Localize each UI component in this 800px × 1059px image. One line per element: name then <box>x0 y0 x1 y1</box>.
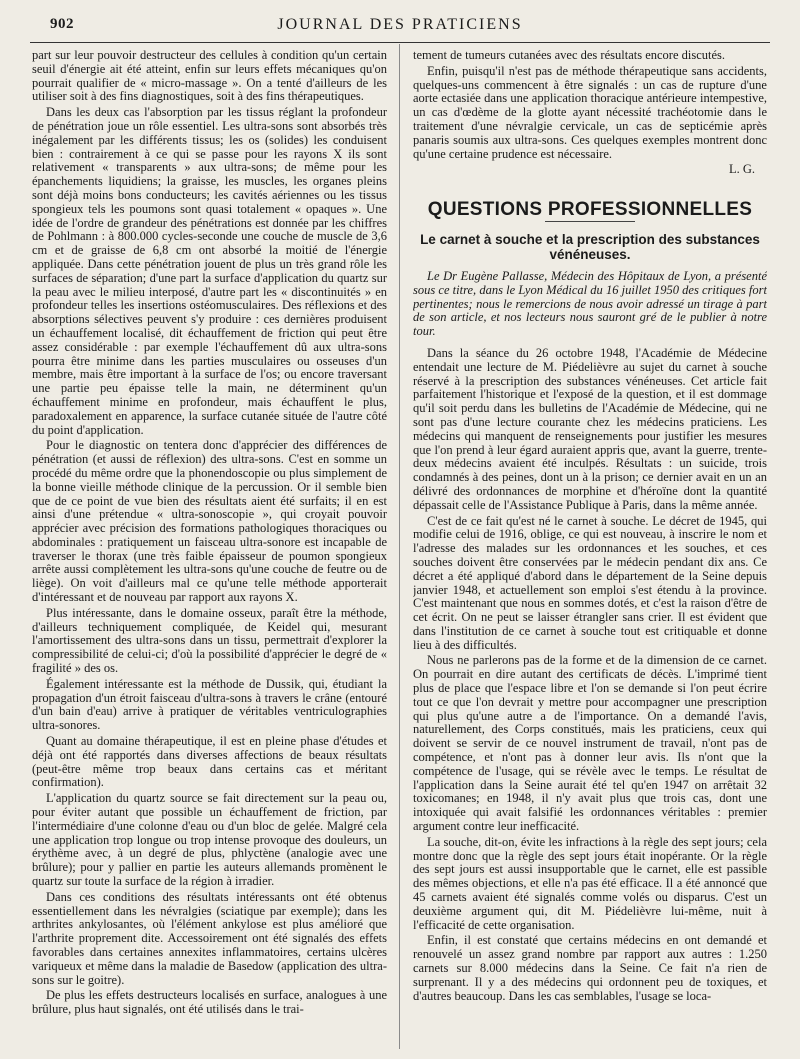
left-paragraph: Plus intéressante, dans le domaine osseux, paraît être la méthode, d'ailleurs techniquement compliquée, de Keidel qui, mesurant l'amortissement des ultra-sons dans un tissu, permettrait d'explorer la compressibilité de celui-ci; d'où la possibilité d'apprécier le degré de « fragilité » des os. <box>32 605 387 676</box>
right-paragraph: tement de tumeurs cutanées avec des résultats encore discutés. <box>413 49 726 62</box>
column-divider <box>399 44 400 1049</box>
author-signature: L. G. <box>728 162 755 177</box>
right-paragraph: Nous ne parlerons pas de la forme et de la dimension de ce carnet. On pourrait en dire autant des certificats de décès. L'imprimé tient plus de place que l'espace libre et l'on se demande si l'on peut écrire tout ce que l'on devrait y mettre pour accompagner une prescription qui plus qu'une autre a de l'importance. On a demandé l'avis, naturellement, des Corps constitués, mais les praticiens, ceux qui doivent se servir de ce nouvel instrument de travail, n'ont pas de compétence, et n'ont pas à donner leur avis. Ils n'ont que la compétence de l'usage, qui se révèle avec le temps. Le résultat de l'application dans la Seine aurait été tel qu'en 1947 on arrêtait 32 toxicomanes; en 1948, il n'y avait plus que trois cas, dont une intoxiquée qui avait falsifié les ordonnances véritables : premier argument contre leur inefficacité. <box>413 653 767 834</box>
journal-title: JOURNAL DES PRATICIENS <box>277 16 523 33</box>
section-rule <box>545 221 635 222</box>
right-column <box>413 49 767 1049</box>
article-title: Le carnet à souche et la prescription des substances vénéneuses. <box>420 231 760 262</box>
right-paragraph: Dans la séance du 26 octobre 1948, l'Académie de Médecine entendait une lecture de M. Piédelièvre au sujet du carnet à souche réservé à la prescription des substances vénéneuses. Cet article fait parfaitement l'historique et l'exposé de la question, et il est dommage qu'il soit perdu dans les bulletins de l'Académie de Médecine, qui ne sont pas d'une lecture courante chez les médecins praticiens. Les médecins qui manquent de renseignements pour justifier les mesures que l'on prend à leur égard auraient appris que, avant la guerre, trente-deux médecins avaient été inculpés. Résultats : un suicide, trois condamnés à des peines, dont un à la prison; ce dernier avait en un an délivré des ordonnances de morphine et d'héroïne dont la quantité dépassait celle de l'Assistance Publique à Paris, dans la même année. <box>413 345 767 512</box>
left-paragraph: Dans les deux cas l'absorption par les tissus réglant la profondeur de pénétration joue un rôle essentiel. Les ultra-sons sont absorbés très inégalement par les différents tissus; les os (solides) les conduisent bien : contrairement à ce qui se passe pour les rayons X ils sont relativement « transparents » aux ultra-sons; de même pour les épanchements liquidiens; la graisse, les muscles, les organes pleins sont déjà moins bons conducteurs; les cavités aériennes ou les tissus spongieux tels les poumons sont quasi totalement « opaques ». Une idée de l'ordre de grandeur des pénétrations est donnée par les chiffres de Pohlmann : à 800.000 cycles-seconde une couche de muscle de 3,6 cm et de graisse de 6,8 cm ont absorbé la moitié de l'énergie appliquée. Dans cette pénétration jouent de plus un très grand rôle les surfaces de séparation; d'une part la surface d'application du quartz sur la peau avec le milieu interposé, d'autre part les « discontinuités » en profondeur telles les insertions ostéomusculaires. Des réflexions et des absorptions sélectives peuvent s'y produire : ces dernières produisent un échauffement localisé, dit échauffement de friction qui peut être assez considérable : par exemple l'échauffement dû aux ultra-sons pourra être minime dans les parties musculaires ou osseuses d'un membre, mais être important à la surface de l'os; ou encore traversant une partie peu épaisse telle la main, ne déterminent qu'un échauffement minime en profondeur, mais échauffent le plus, paradoxalement en apparence, la surface cutanée située de l'autre côté du point d'application. <box>32 105 387 437</box>
left-paragraph: Également intéressante est la méthode de Dussik, qui, étudiant la propagation d'un étroit faisceau d'ultra-sons à travers le crâne (entouré d'un bain d'eau) arrive à pratiquer de véritables ventriculographies ultra-sonores. <box>32 676 387 733</box>
right-paragraph: C'est de ce fait qu'est né le carnet à souche. Le décret de 1945, qui modifie celui de 1916, oblige, ce qui est nouveau, à inscrire le nom et l'adresse des malades sur les ordonnances et les souches, et ces souches doivent être conservées par le médecin pendant dix ans. Ce décret a été appliqué d'abord dans le département de la Seine depuis janvier 1948, et actuellement son emploi s'est étendu à la province. C'est maintenant que nous en sommes dotés, et c'est la raison d'être de cet écrit. On ne peut se laisser étrangler sans crier. Il est évident que dans l'institution de ce carnet à souche tout est critiquable et donne lieu à des difficultés. <box>413 513 767 652</box>
left-paragraph: Dans ces conditions des résultats intéressants ont été obtenus essentiellement dans les névralgies (sciatique par exemple); dans les arthrites ankylosantes, où l'élément ankylose est plus amélioré que l'arthrite proprement dite. Accessoirement ont été signalés des effets favorables dans certaines annexites inflammatoires, certains ulcères variqueux et même dans la maladie de Basedow (application des ultra-sons sur le goitre). <box>32 889 387 987</box>
left-paragraph: L'application du quartz source se fait directement sur la peau ou, pour éviter autant que possible un échauffement de friction, par l'intermédiaire d'une colonne d'eau ou d'un bloc de gelée. Malgré cela une application trop longue ou trop intense provoque des douleurs, un érythème avec, à un degré de plus, phlyctène (analogie avec une brûlure); pour y pallier en partie les auteurs allemands promènent le quartz sur toute la surface de la région à irradier. <box>32 791 387 889</box>
page-header <box>30 16 770 43</box>
section-title: QUESTIONS PROFESSIONNELLES <box>427 199 753 221</box>
left-paragraph: Quant au domaine thérapeutique, il est en pleine phase d'études et déjà ont été rapportés dans diverses affections de beaux résultats (peut-être même trop beaux dans certains cas et méritant confirmation). <box>32 734 387 790</box>
article-intro: Le Dr Eugène Pallasse, Médecin des Hôpitaux de Lyon, a présenté sous ce titre, dans le Lyon Médical du 16 juillet 1950 des critiques fort pertinentes; nous le remercions de nous avoir adressé un tirage à part de son article, et nos lecteurs nous sauront gré de le publier à notre tour. <box>413 268 767 339</box>
right-paragraph: La souche, dit-on, évite les infractions à la règle des sept jours; cela montre donc que la règle des sept jours était inopérante. Or la règle des sept jours est aussi insupportable que le carnet, elle est passible des mêmes objections, et elle n'a pas été efficace. Il a été annoncé que 45 carnets avaient été signalés comme volés ou disparus. C'est un deuxième argument qui, dit M. Piédelièvre lui-même, nuit à l'efficacité de cette organisation. <box>413 834 767 932</box>
left-paragraph: part sur leur pouvoir destructeur des cellules à condition qu'un certain seuil d'énergie ait été atteint, enfin sur leurs effets mécaniques qu'on pourrait qualifier de « micro-massage ». On a tenté d'ailleurs de les utiliser soit à des fins diagnostiques, soit à des fins thérapeutiques. <box>32 49 387 104</box>
page-number: 902 <box>50 16 74 32</box>
right-paragraph: Enfin, puisqu'il n'est pas de méthode thérapeutique sans accidents, quelques-uns commencent à être signalés : un cas de rupture d'une aorte ectasiée dans une application thoracique antérieure intempestive, un cas d'œdème de la glotte ayant nécessité trachéotomie dans le traitement d'une névralgie cervicale, un cas de septicémie après panaris soumis aux ultra-sons. Ces quelques exemples montrent donc qu'une certaine prudence est nécessaire. <box>413 63 767 161</box>
left-paragraph: De plus les effets destructeurs localisés en surface, analogues à une brûlure, plus haut signalés, ont été utilisés dans le trai- <box>32 988 387 1017</box>
left-paragraph: Pour le diagnostic on tentera donc d'apprécier des différences de pénétration (et aussi de réflexion) des ultra-sons. C'est en somme un procédé du même ordre que la phonendoscopie ou plus simplement de la bonne vieille méthode clinique de la percussion. Or il semble bien que de ce point de vue bien des résultats aient été surfaits; il en est ainsi d'une prétendue « ultra-sonoscopie », qui croyait pouvoir apprécier avec précision des formations pathologiques thoraciques ou abdominales : pratiquement un faisceau ultra-sonore est incapable de traverser le thorax (une très faible épaisseur de poumon spongieux arrête aussi complètement les ultra-sons qu'une couche de feutre ou de liège). On voit d'ailleurs mal ce qu'une telle méthode apporterait d'intéressant et de nouveau par rapport aux rayons X. <box>32 438 387 605</box>
left-column <box>32 49 387 1049</box>
right-paragraph: Enfin, il est constaté que certains médecins en ont demandé et renouvelé un assez grand nombre par rapport aux autres : 1.250 carnets sur 8.000 médecins dans la Seine. Ce fait n'a rien de surprenant. Il y a des médecins qui ordonnent peu de toxiques, et d'autres beaucoup. Dans les cas semblables, l'usage se loca- <box>413 933 767 1003</box>
